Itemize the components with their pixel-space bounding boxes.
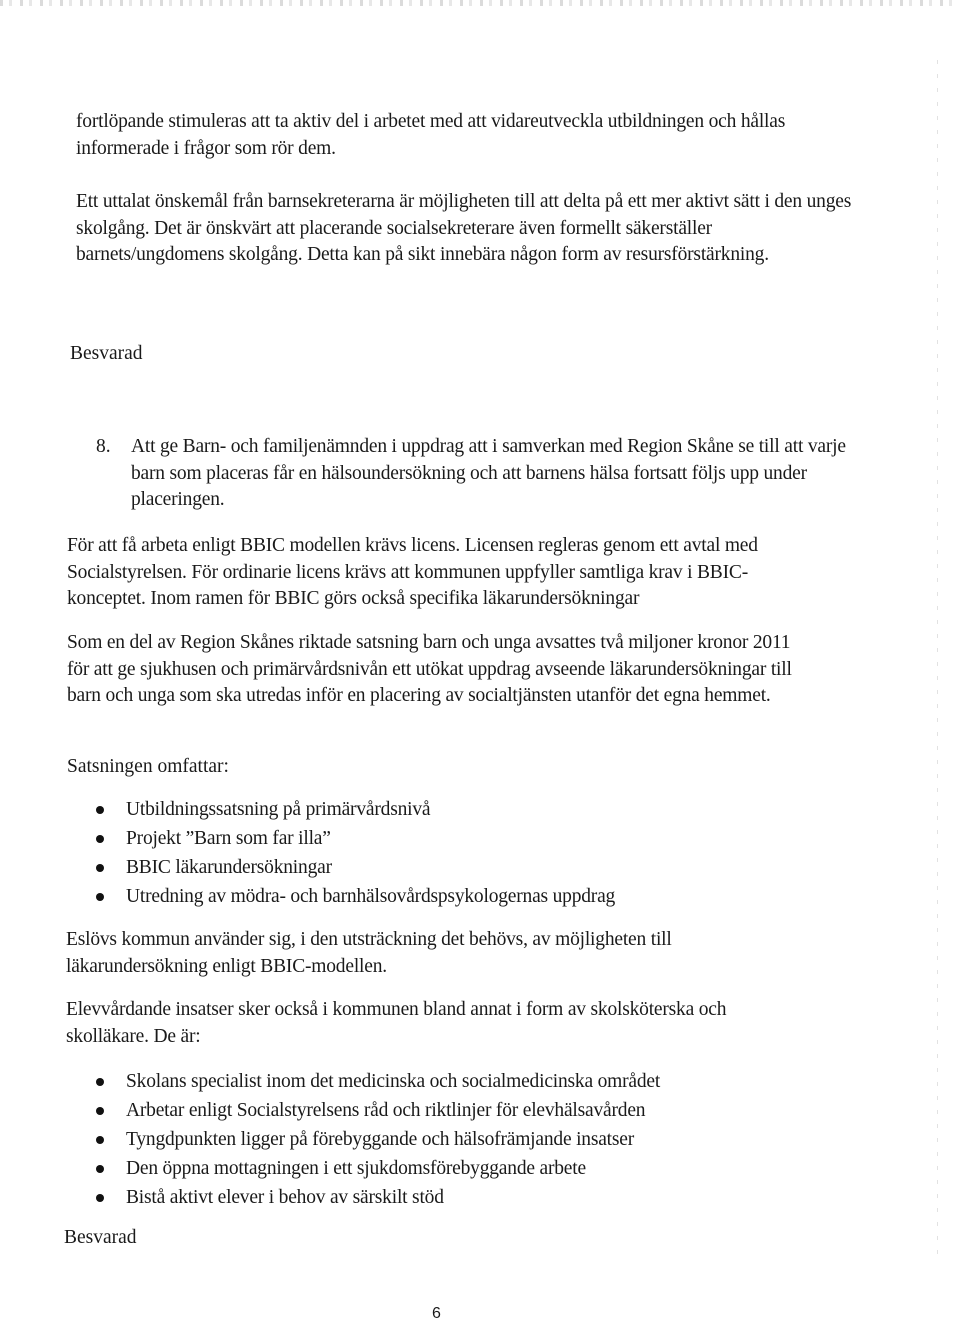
paragraph-continued: fortlöpande stimuleras att ta aktiv del i arbetet med att vidareutveckla utbildningen och hållas informerade i frågor som rör dem.	[76, 111, 786, 159]
paragraph-elevvard: Elevvårdande insatser sker också i kommunen bland annat i form av skolsköterska och skolläkare. De är:	[66, 999, 727, 1047]
bullet-icon	[96, 1078, 104, 1086]
bullet-icon	[96, 835, 104, 843]
besvarad-label-2: Besvarad	[64, 1227, 137, 1248]
list-item: BBIC läkarundersökningar	[96, 853, 615, 882]
bullet-icon	[96, 1136, 104, 1144]
list-item: Den öppna mottagningen i ett sjukdomsförebyggande arbete	[96, 1154, 660, 1183]
list-item: Bistå aktivt elever i behov av särskilt stöd	[96, 1183, 660, 1212]
page-number: 6	[432, 1305, 441, 1322]
list-item: Utredning av mödra- och barnhälsovårdspsykologernas uppdrag	[96, 882, 615, 911]
list-item: Skolans specialist inom det medicinska och socialmedicinska området	[96, 1067, 660, 1096]
besvarad-label-1: Besvarad	[70, 343, 143, 364]
bullet-icon	[96, 893, 104, 901]
paragraph-region-skane: Som en del av Region Skånes riktade satsning barn och unga avsattes två miljoner kronor 2011 för att ge sjukhusen och primärvårdsnivån ett utökat uppdrag avseende läkarundersökningar till barn och unga som ska utredas inför en placering av socialtjänsten utanför det egna hemmet.	[67, 632, 792, 706]
scan-edge-right	[937, 60, 938, 1260]
item-text: Att ge Barn- och familjenämnden i uppdrag att i samverkan med Region Skåne se till att varje barn som placeras får en hälsoundersökning och att barnens hälsa fortsatt följs upp under placeringen.	[131, 436, 846, 510]
bullet-list-elevvard	[96, 1067, 660, 1212]
paragraph-eslov: Eslövs kommun använder sig, i den utsträckning det behövs, av möjligheten till läkarundersökning enligt BBIC-modellen.	[66, 929, 672, 977]
item-number: 8.	[96, 436, 111, 457]
paragraph-barnsekreterare: Ett uttalat önskemål från barnsekreterarna är möjligheten till att delta på ett mer aktivt sätt i den unges skolgång. Det är önskvärt att placerande socialsekreterare även formellt säkerställer barnets/ungdomens skolgång. Detta kan på sikt innebära någon form av resursförstärkning.	[76, 191, 852, 265]
bullet-icon	[96, 1107, 104, 1115]
bullet-icon	[96, 1194, 104, 1202]
list-item: Tyngdpunkten ligger på förebyggande och hälsofrämjande insatser	[96, 1125, 660, 1154]
bullet-icon	[96, 1165, 104, 1173]
paragraph-bbic-licens: För att få arbeta enligt BBIC modellen krävs licens. Licensen regleras genom ett avtal med Socialstyrelsen. För ordinarie licens krävs att kommunen uppfyller samtliga krav i BBIC-konceptet. Inom ramen för BBIC görs också specifika läkarundersökningar	[67, 535, 758, 609]
list-item: Arbetar enligt Socialstyrelsens råd och riktlinjer för elevhälsavården	[96, 1096, 660, 1125]
list-item: Projekt ”Barn som far illa”	[96, 824, 615, 853]
scan-edge-top	[0, 0, 960, 6]
list-item: Utbildningssatsning på primärvårdsnivå	[96, 795, 615, 824]
bullet-icon	[96, 864, 104, 872]
bullet-list-satsning	[96, 795, 615, 911]
bullet-icon	[96, 806, 104, 814]
paragraph-satsningen: Satsningen omfattar:	[67, 756, 229, 777]
